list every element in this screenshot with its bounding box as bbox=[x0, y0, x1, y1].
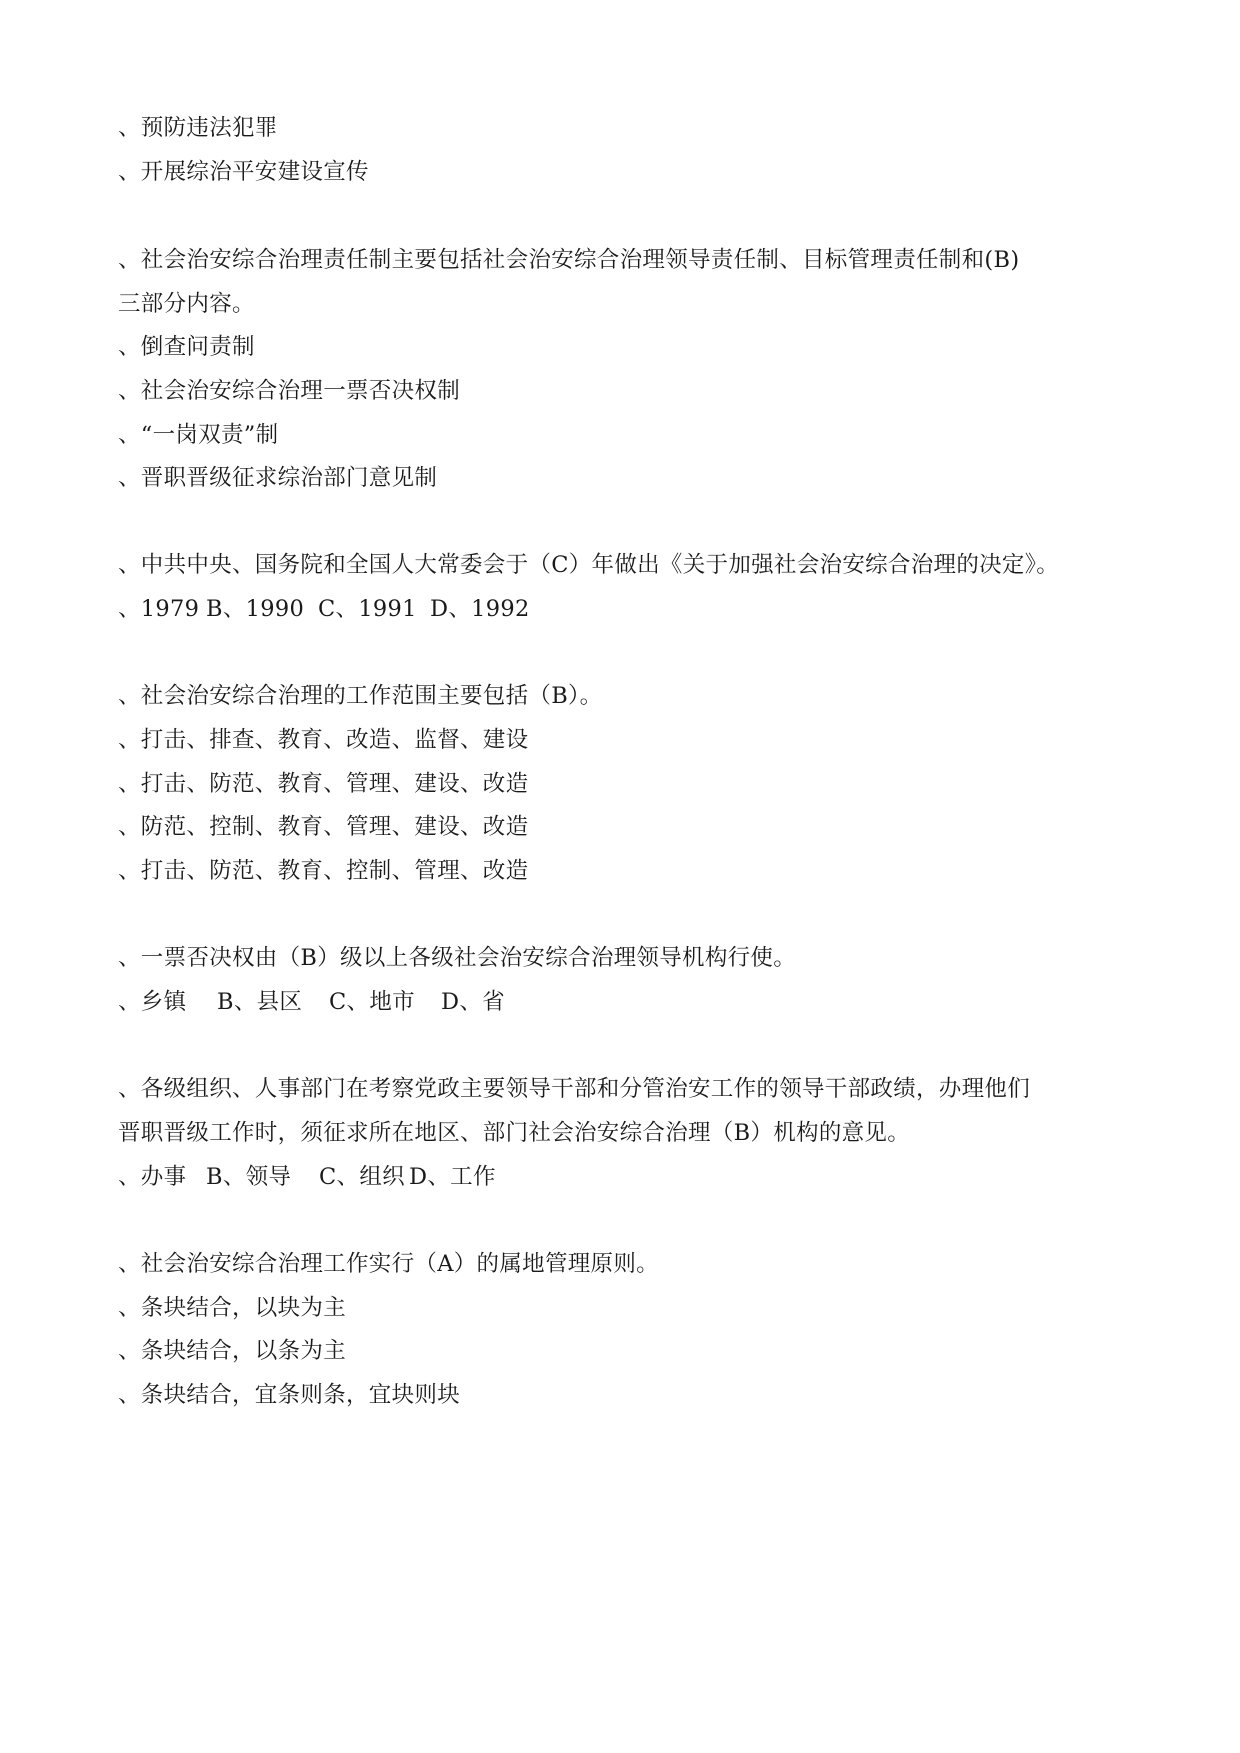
answer-option: 、打击、防范、教育、管理、建设、改造 bbox=[118, 771, 529, 797]
answer-option: 、打击、防范、教育、控制、管理、改造 bbox=[118, 858, 529, 884]
answer-option: 、晋职晋级征求综治部门意见制 bbox=[118, 465, 438, 491]
answer-option: 、乡镇 bbox=[118, 989, 187, 1015]
question-text: 晋职晋级工作时，须征求所在地区、部门社会治安综合治理（B）机构的意见。 bbox=[118, 1120, 911, 1146]
answer-options-row bbox=[118, 1162, 496, 1192]
answer-option: 、防范、控制、教育、管理、建设、改造 bbox=[118, 814, 529, 840]
answer-option: 、条块结合，宜条则条，宜块则块 bbox=[118, 1382, 461, 1408]
answer-option: 、条块结合，以条为主 bbox=[118, 1338, 347, 1364]
answer-option: D、1992 bbox=[430, 596, 530, 622]
answer-options-row bbox=[118, 594, 530, 624]
answer-option: D、省 bbox=[441, 989, 505, 1015]
answer-option: C、地市 bbox=[329, 989, 415, 1015]
question-text: 、社会治安综合治理工作实行（A）的属地管理原则。 bbox=[118, 1251, 659, 1277]
answer-option: B、1990 bbox=[206, 596, 305, 622]
text-line: 、开展综治平安建设宣传 bbox=[118, 159, 369, 185]
answer-option: 、“一岗双责”制 bbox=[118, 422, 279, 448]
question-text: 、一票否决权由（B）级以上各级社会治安综合治理领导机构行使。 bbox=[118, 945, 797, 971]
answer-option: C、1991 bbox=[318, 596, 417, 622]
answer-option: 、条块结合，以块为主 bbox=[118, 1295, 347, 1321]
answer-option: 、社会治安综合治理一票否决权制 bbox=[118, 378, 461, 404]
answer-option: C、组织 bbox=[319, 1164, 405, 1190]
question-text: 、社会治安综合治理责任制主要包括社会治安综合治理领导责任制、目标管理责任制和(B) bbox=[118, 247, 1020, 273]
answer-option: 、打击、排查、教育、改造、监督、建设 bbox=[118, 727, 529, 753]
question-text: 三部分内容。 bbox=[118, 291, 255, 317]
answer-option: 、1979 bbox=[118, 596, 200, 622]
answer-option: 、倒查问责制 bbox=[118, 334, 255, 360]
answer-option: D、工作 bbox=[409, 1164, 496, 1190]
question-text: 、各级组织、人事部门在考察党政主要领导干部和分管治安工作的领导干部政绩，办理他们 bbox=[118, 1076, 1031, 1102]
question-text: 、社会治安综合治理的工作范围主要包括（B）。 bbox=[118, 683, 603, 709]
answer-options-row bbox=[118, 987, 505, 1017]
question-text: 、中共中央、国务院和全国人大常委会于（C）年做出《关于加强社会治安综合治理的决定》。 bbox=[118, 552, 1060, 578]
answer-option: B、县区 bbox=[217, 989, 303, 1015]
answer-option: 、办事 bbox=[118, 1164, 187, 1190]
answer-option: B、领导 bbox=[206, 1164, 292, 1190]
text-line: 、预防违法犯罪 bbox=[118, 115, 278, 141]
